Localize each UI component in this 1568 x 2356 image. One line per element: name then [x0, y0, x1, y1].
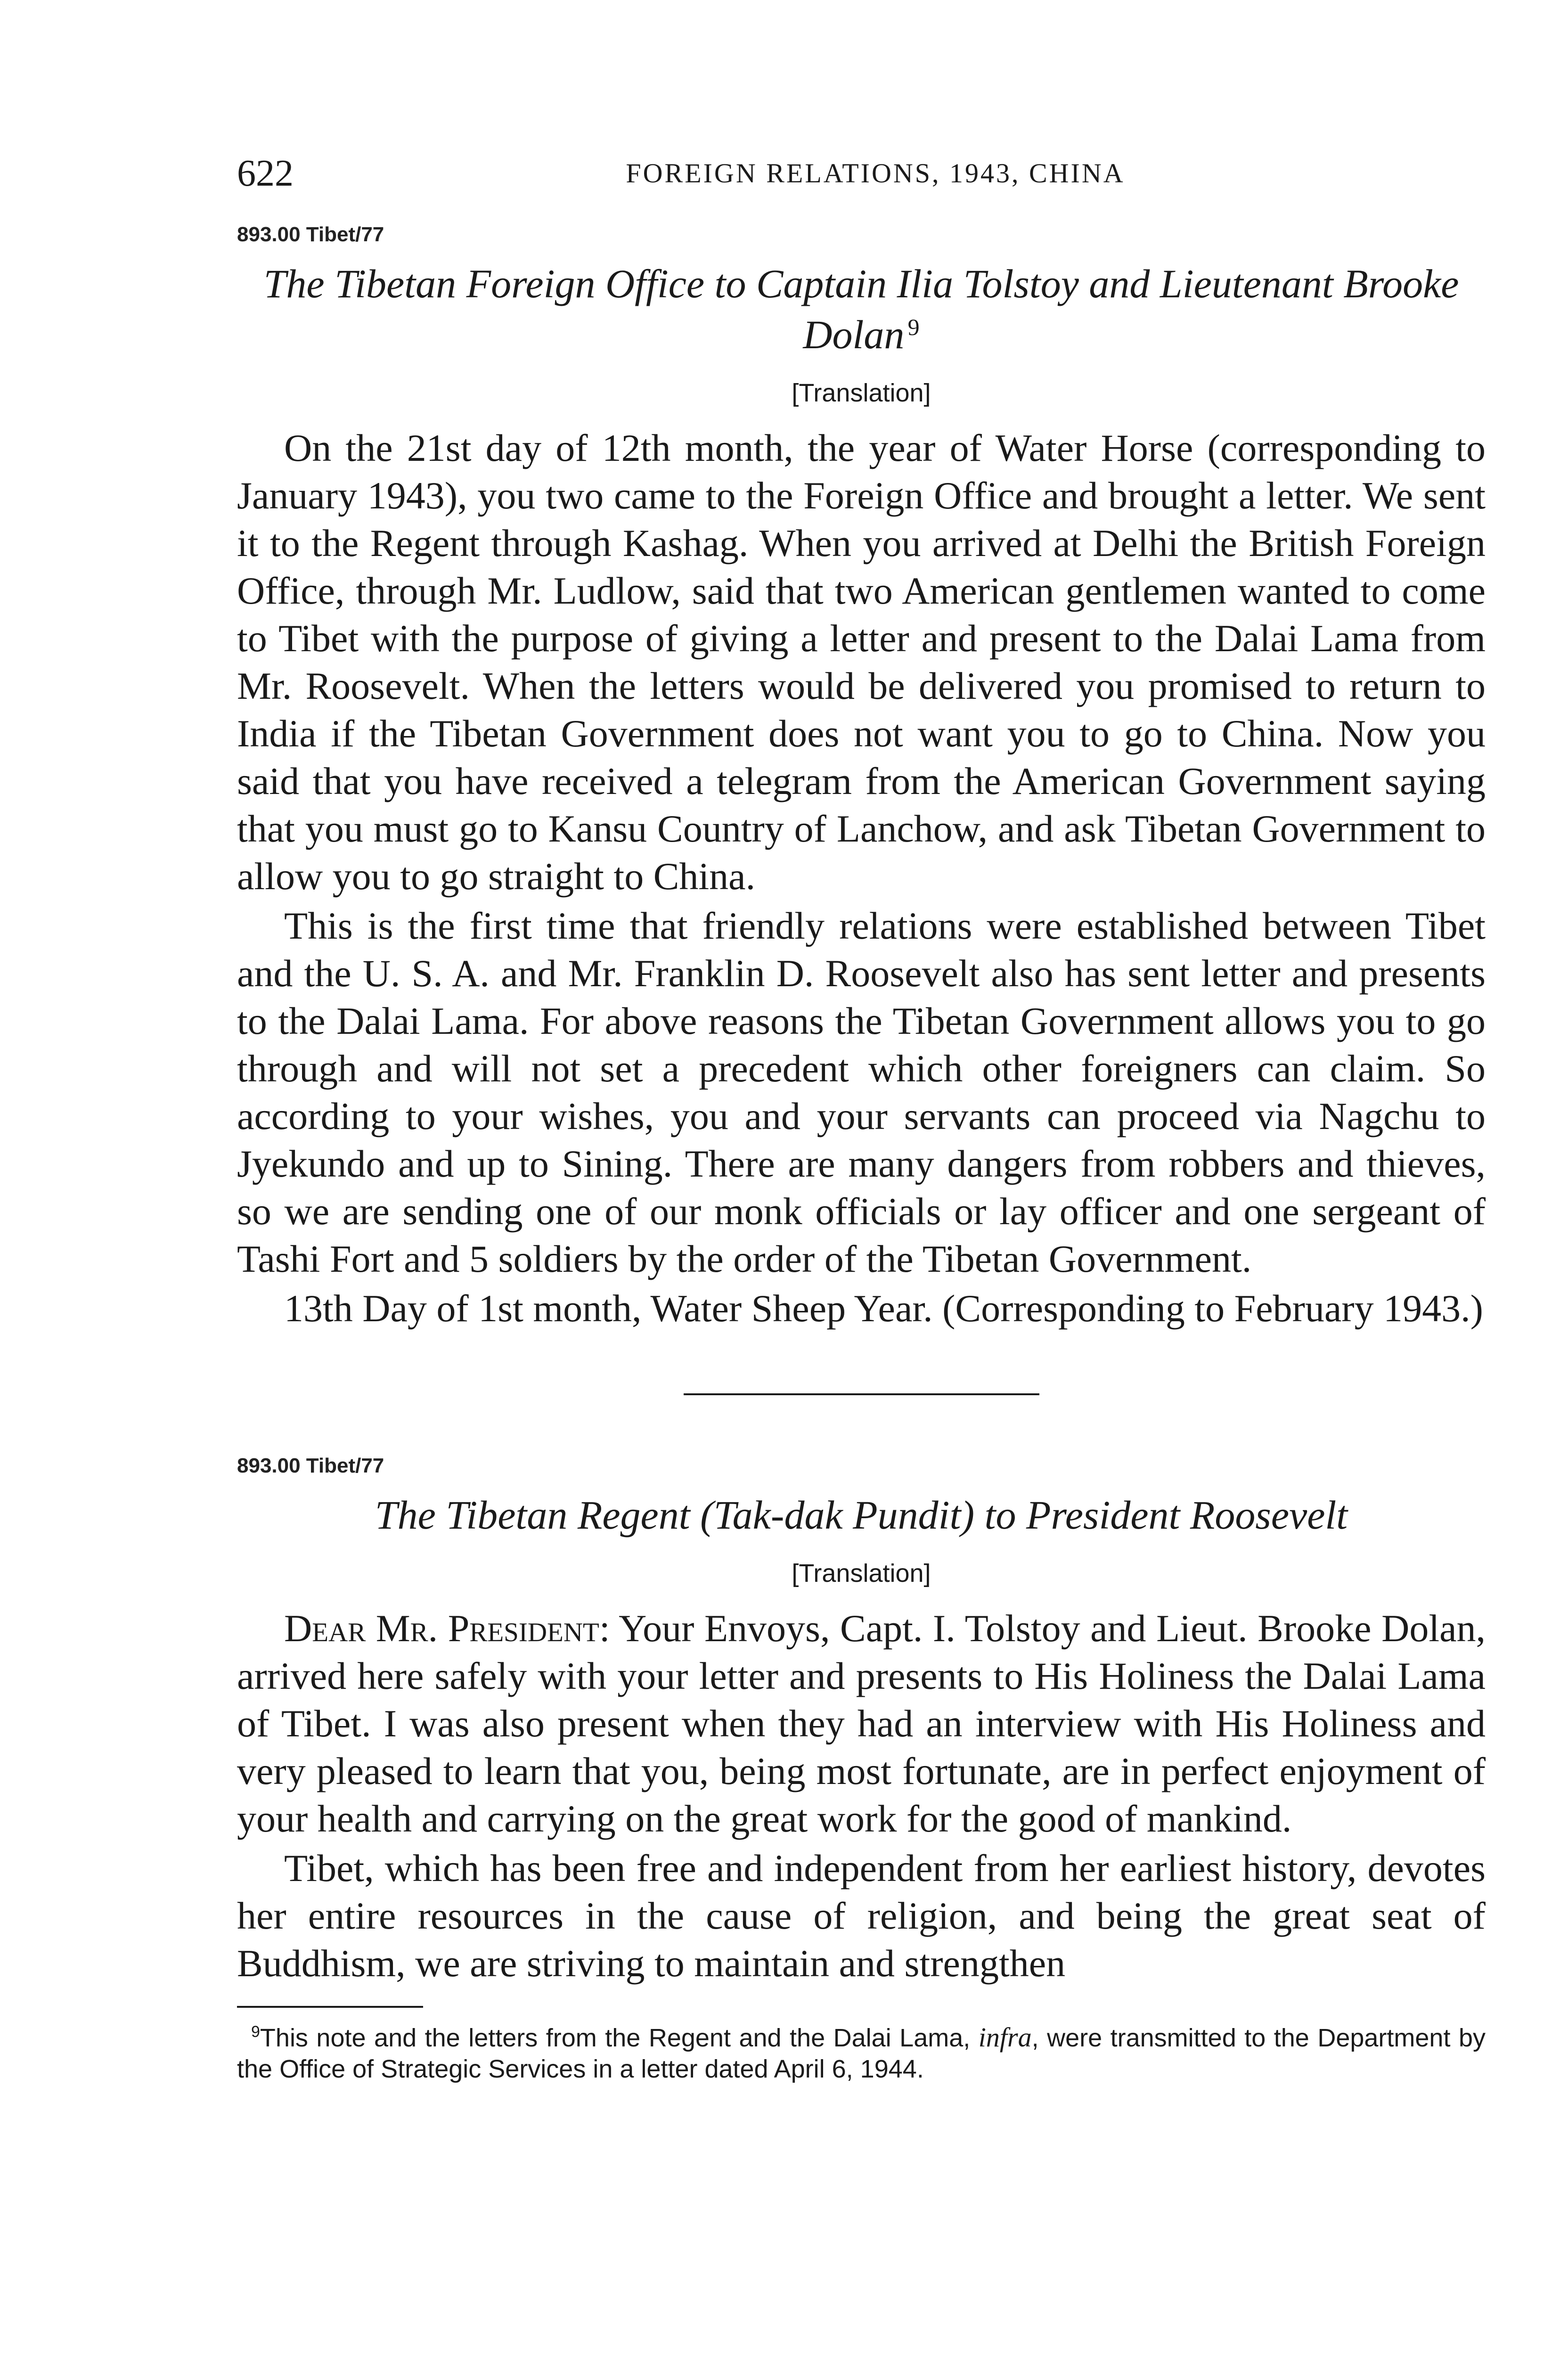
footnote-number: 9: [251, 2023, 260, 2041]
section-divider: [684, 1393, 1039, 1395]
file-reference: 893.00 Tibet/77: [237, 223, 384, 246]
document-title: The Tibetan Regent (Tak-dak Pundit) to President Roosevelt: [375, 1492, 1348, 1538]
page-number: 622: [237, 153, 294, 194]
running-head: [237, 150, 1486, 197]
document-title-text: The Tibetan Foreign Office to Captain Ilia Tolstoy and Lieutenant Brooke Dolan: [263, 261, 1459, 357]
document-title: [237, 258, 1486, 360]
footnote: [237, 2022, 1486, 2085]
footnote-italic-text: infra: [978, 2022, 1032, 2053]
translation-label: [Translation]: [792, 379, 931, 407]
document-page: [237, 150, 1486, 2085]
document-body: [237, 424, 1486, 1332]
footnote-marker: 9: [907, 314, 920, 340]
file-reference: 893.00 Tibet/77: [237, 1454, 384, 1477]
footnote-rule: [237, 2006, 423, 2008]
body-paragraph: On the 21st day of 12th month, the year of Water Horse (corresponding to January 1943), you two came to the Foreign Office and brought a letter. We sent it to the Regent through Kashag. When you arrived at Delhi the British Foreign Office, through Mr. Ludlow, said that two American gentlemen wanted to come to Tibet with the purpose of giving a letter and present to the Dalai Lama from Mr. Roosevelt. When the letters would be delivered you promised to return to India if the Tibetan Government does not want you to go to China. Now you said that you have received a telegram from the American Government saying that you must go to Kansu Country of Lanchow, and ask Tibetan Government to allow you to go straight to China.: [237, 426, 1486, 898]
translation-label: [Translation]: [792, 1559, 931, 1587]
salutation: Dear Mr. President:: [284, 1607, 610, 1650]
document-body: [237, 1604, 1486, 1987]
paragraph-text: Your Envoys, Capt. I. Tolstoy and Lieut. Brooke Dolan, arrived here safely with your letter and presents to His Holiness the Dalai Lama of Tibet. I was also present when they had an interview with His Holiness and very pleased to learn that you, being most fortunate, are in perfect enjoyment of your health and carrying on the great work for the good of mankind.: [237, 1607, 1486, 1840]
body-paragraph: This is the first time that friendly relations were established between Tibet and the U. S. A. and Mr. Franklin D. Roosevelt also has sent letter and presents to the Dalai Lama. For above reasons the Tibetan Government allows you to go through and will not set a precedent which other foreigners can claim. So according to your wishes, you and your servants can proceed via Nagchu to Jyekundo and up to Sining. There are many dangers from robbers and thieves, so we are sending one of our monk officials or lay officer and one sergeant of Tashi Fort and 5 soldiers by the order of the Tibetan Government.: [237, 904, 1486, 1280]
running-head-title: FOREIGN RELATIONS, 1943, CHINA: [626, 158, 1125, 188]
footnote-text: , were transmitted to the Department by the Office of Strategic Services in a letter dated April 6, 1944.: [237, 2024, 1486, 2083]
body-paragraph: [237, 1604, 1486, 1842]
footnote-text: This note and the letters from the Regent and the Dalai Lama,: [260, 2024, 979, 2052]
body-paragraph: 13th Day of 1st month, Water Sheep Year. (Corresponding to February 1943.): [284, 1287, 1483, 1330]
body-paragraph: Tibet, which has been free and independent from her earliest history, devotes her entire resources in the cause of religion, and being the great seat of Buddhism, we are striving to maintain and strengthen: [237, 1847, 1486, 1985]
